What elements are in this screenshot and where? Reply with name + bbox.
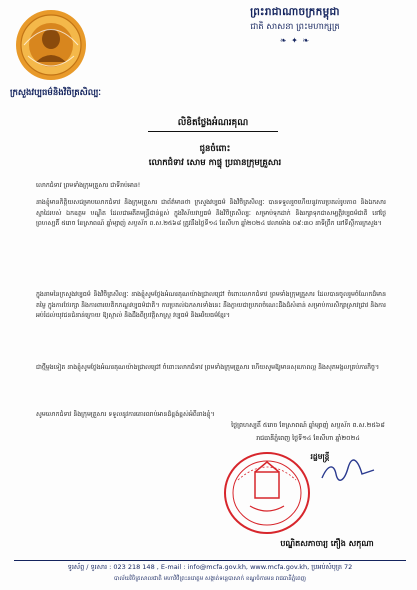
closing-paragraph: សូមលោកជំទាវ និងក្រុមគ្រួសារ ទទួលនូវការគោរពរាប់អានដ៏ខ្ពង់ខ្ពស់អំពីនាងខ្ញុំ។ xyxy=(36,411,215,418)
ministry-logo xyxy=(14,8,88,82)
footer-divider xyxy=(14,560,406,561)
body-paragraph: នាងខ្ញុំមានកិត្តិយសជម្រាបលោកជំទាវ និងក្រុមគ្រួសារ ជាព័ត៌មានថា ក្រសួងវប្បធម៌ និងវិចិត្រសិល្បៈ បានទទួលរួចហើយនូវការប្រគល់រូបភាព និងឯកសារស្នាដៃរបស់ ឯកឧត្តម បណ្ឌិត ដែលជាអតីតមន្ត្រីជាន់ខ្ពស់ ក្នុងវិស័យវប្បធម៌ និងវិចិត្រសិល្បៈ សម្រាប់ទុកដាក់ និងរក្សាទុកជាសម្បត្តិវប្បធម៌ជាតិ នៅថ្ងៃព្រហស្បតិ៍ ៥រោច ខែស្រាពណ៍ ឆ្នាំម្សាញ់ សប្តស័ក ព.ស.២៥៦៨ ត្រូវនឹងថ្ងៃទី១៤ ខែសីហា ឆ្នាំ២០២៤ វេលាម៉ោង ០៩:៣០ នាទីព្រឹក នៅទីស្តីការក្រសួង។ xyxy=(36,199,386,228)
ministry-name: ក្រសួងវប្បធម៌និងវិចិត្រសិល្បៈ xyxy=(10,88,101,98)
footer-contact: ទូរស័ព្ទ / ទូរសារ : 023 218 148 , E-mail : info@mcfa.gov.kh, www.mcfa.gov.kh, ប្រអប់សំបុត្រ 72 xyxy=(67,563,353,571)
recipient-name: លោកជំទាវ សោម កាផ្ទុ ប្រធានក្រុមគ្រួសារ xyxy=(148,158,282,168)
lunar-date: ថ្ងៃព្រហស្បតិ៍ ៥រោច ខែស្រាពណ៍ ឆ្នាំម្សាញ់ សប្តស័ក ព.ស.២៥៦៨ xyxy=(231,422,385,429)
signer-name: បណ្ឌិតសភាចារ្យ ភឿង សកុណា xyxy=(280,539,374,548)
header-ornament: ❧ ✦ ❧ xyxy=(279,36,311,45)
footer-address: បាល័យវិចិត្រសាលជាតិ មហាវិថីព្រះនរោត្តម សង្កាត់ទន្លេបាសាក់ ខណ្ឌចំការមន រាជធានីភ្នំពេញ xyxy=(114,576,306,582)
recipient-intro: ជូនចំពោះ xyxy=(199,144,231,154)
national-motto: ជាតិ សាសនា ព្រះមហាក្សត្រ xyxy=(250,22,340,32)
document-title: លិខិតថ្លែងអំណរគុណ xyxy=(148,117,278,132)
kingdom-heading: ព្រះរាជាណាចក្រកម្ពុជា xyxy=(250,6,340,18)
body-paragraph: ជាថ្មីម្តងទៀត នាងខ្ញុំសូមថ្លែងអំណរគុណយ៉ាងជ្រាលជ្រៅ ចំពោះលោកជំទាវ ព្រមទាំងក្រុមគ្រួសារ ហើយសូមឱ្យមានសុខភាពល្អ និងសុភមង្គលគ្រប់ភារកិច្ច។ xyxy=(36,364,380,371)
handwritten-signature xyxy=(318,456,378,486)
signer-title: រដ្ឋមន្ត្រី xyxy=(310,452,330,461)
solar-date: រាជធានីភ្នំពេញ ថ្ងៃទី១៤ ខែសីហា ឆ្នាំ២០២៤ xyxy=(256,435,360,442)
body-paragraph: ក្នុងនាមនៃក្រសួងវប្បធម៌ និងវិចិត្រសិល្បៈ នាងខ្ញុំសូមថ្លែងអំណរគុណយ៉ាងជ្រាលជ្រៅ ចំពោះលោកជំទាវ ព្រមទាំងក្រុមគ្រួសារ ដែលបានចូលរួមចំណែកដ៏មានតម្លៃ ក្នុងការថែរក្សា និងការពារបេតិកភណ្ឌវប្បធម៌ជាតិ។ ការប្រគល់ឯកសារទាំងនេះ នឹងក្លាយជាប្រភពចំណេះដឹងដ៏សំខាន់ សម្រាប់ការសិក្សាស្រាវជ្រាវ និងការអប់រំដល់យុវជនជំនាន់ក្រោយ ឱ្យស្គាល់ និងដឹងពីប្រវត្តិសាស្ត្រ វប្បធម៌ និងអរិយធម៌ខ្មែរ។ xyxy=(36,291,386,320)
salutation: លោកជំទាវ ព្រមទាំងក្រុមគ្រួសារ ជាទីរាប់អាន! xyxy=(36,182,141,189)
